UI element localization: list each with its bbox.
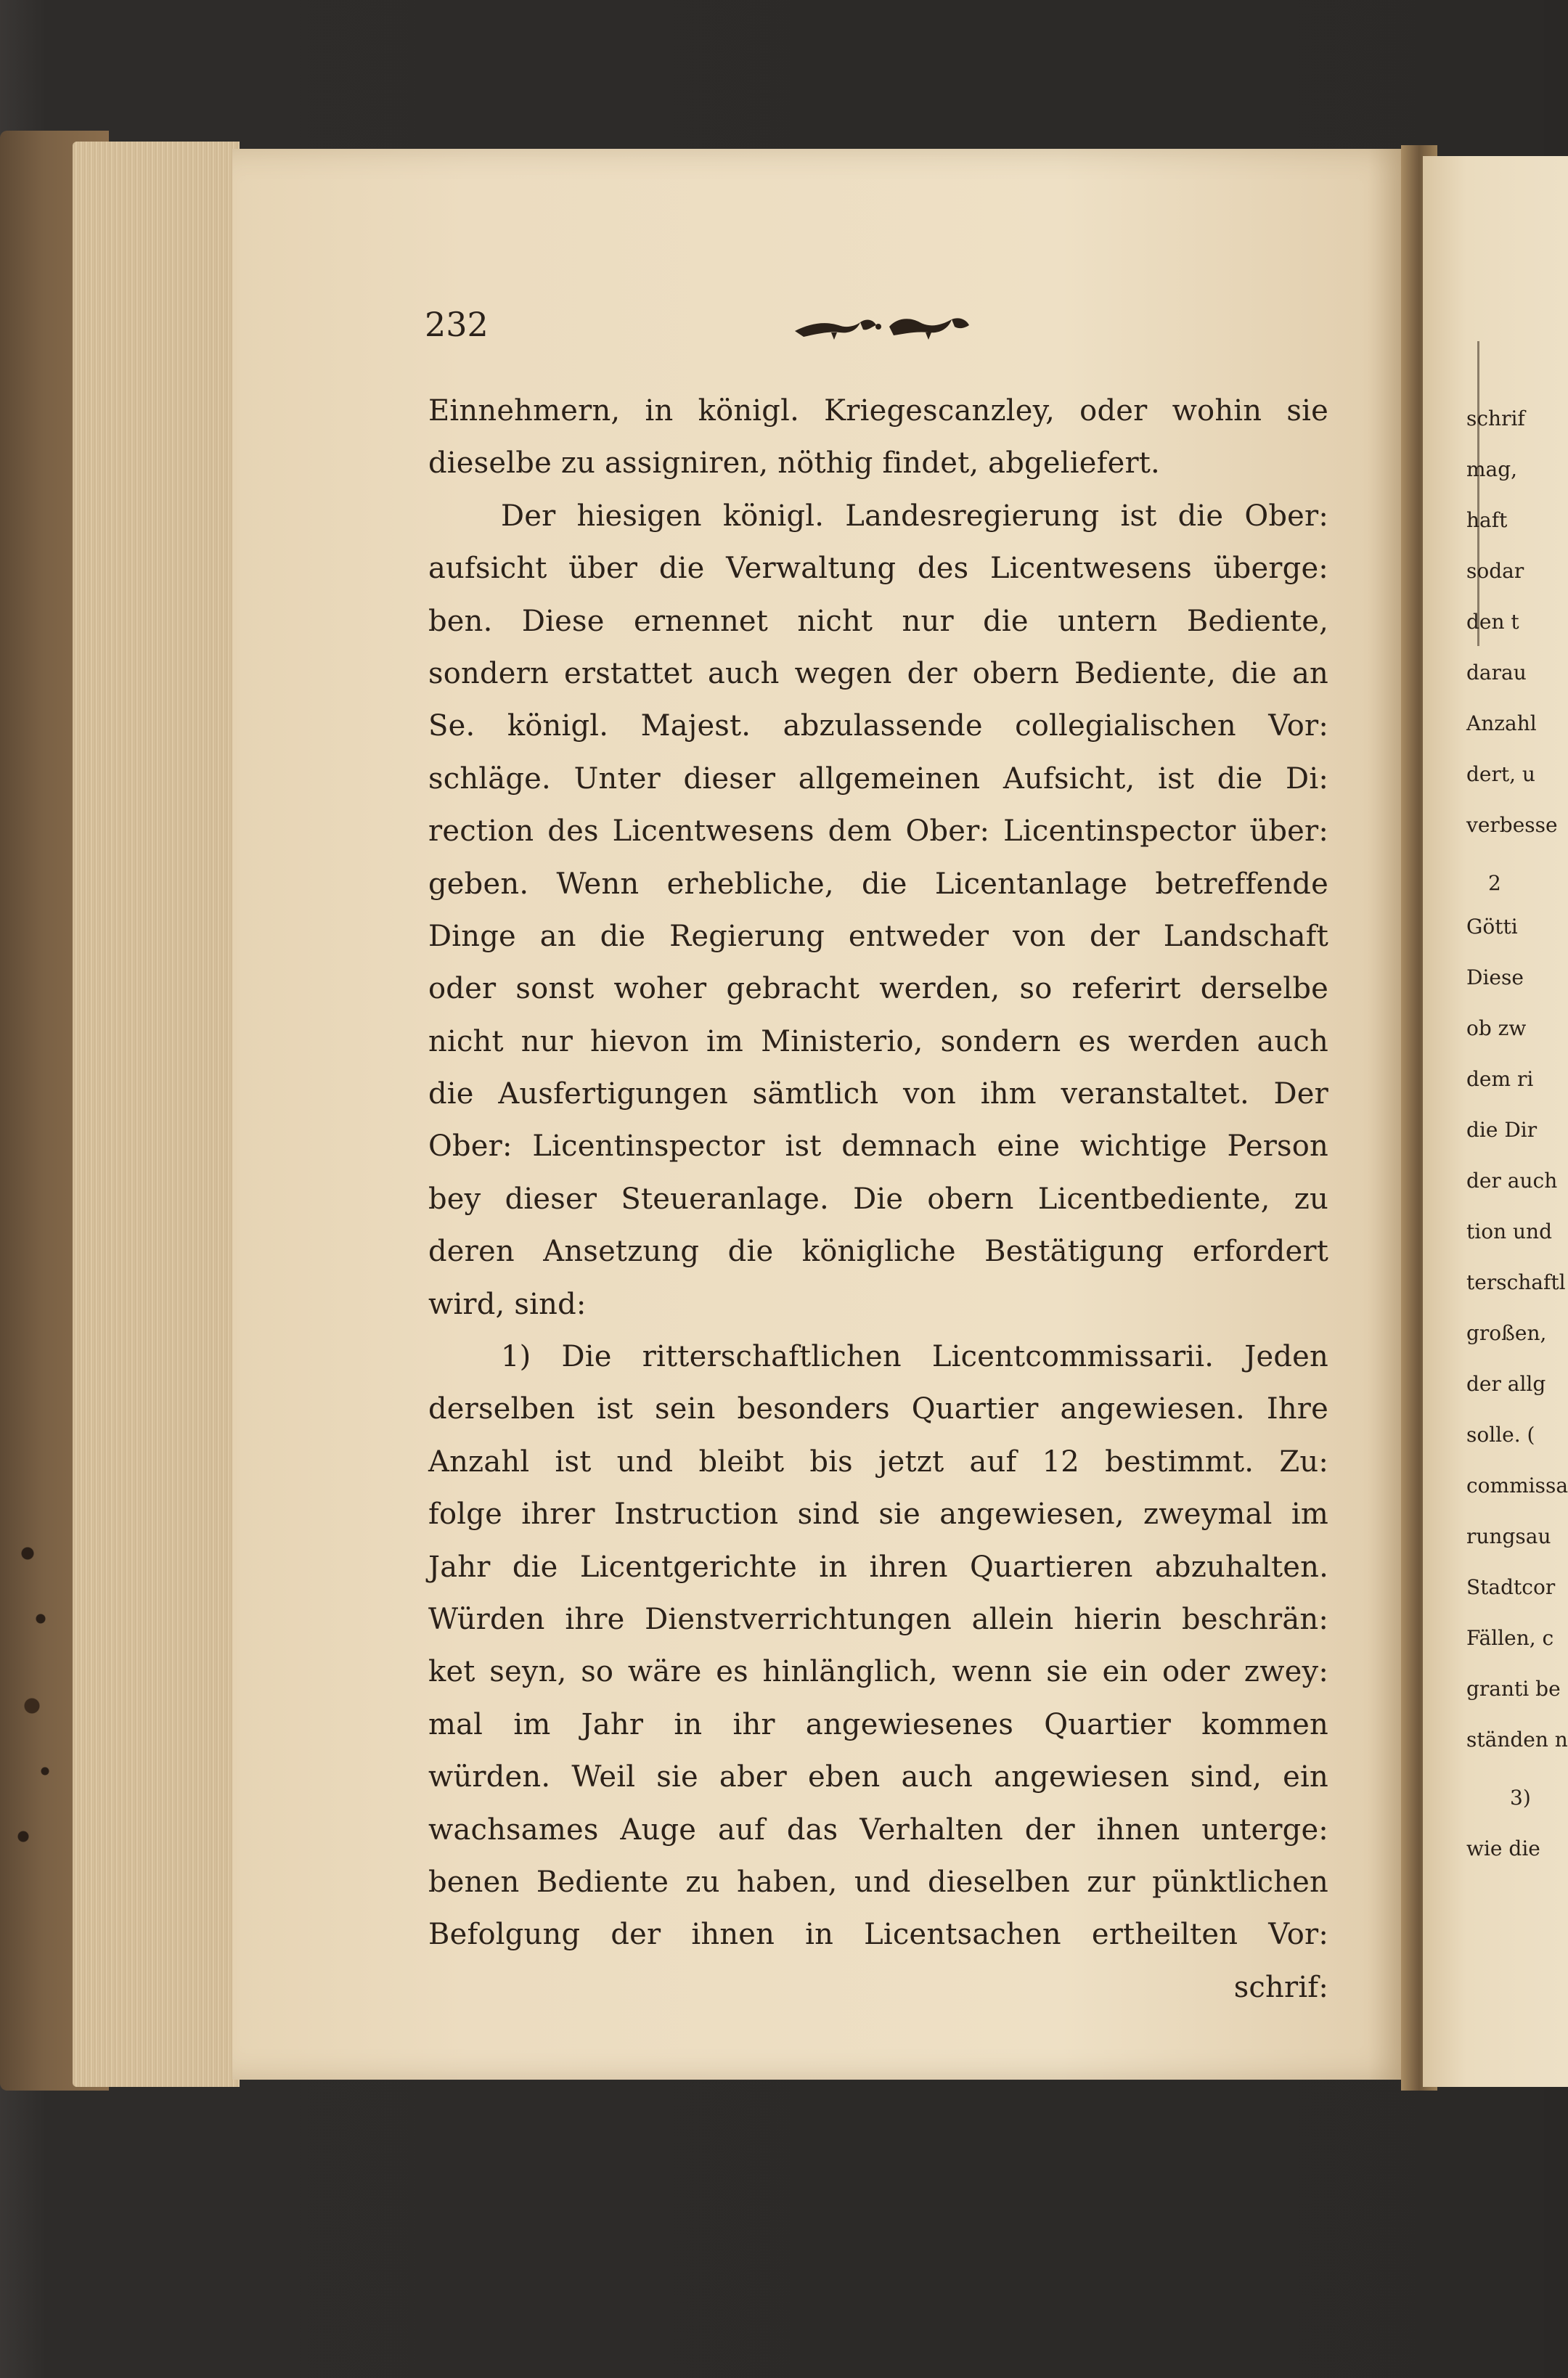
next-page-line: haft — [1466, 508, 1508, 532]
next-page-line: rungsau — [1466, 1524, 1551, 1548]
text-line: die Ausfertigungen sämtlich von ihm veranstaltet. Der — [428, 1077, 1328, 1111]
next-page-line: schrif — [1466, 406, 1525, 430]
next-page-line: 3) — [1510, 1786, 1531, 1810]
text-line: würden. Weil sie aber eben auch angewiesen sind, ein — [428, 1760, 1328, 1794]
next-page-line: Anzahl — [1466, 711, 1537, 735]
next-page-line: dert, u — [1466, 762, 1535, 786]
next-page-line: ob zw — [1466, 1016, 1527, 1040]
text-line: ket seyn, so wäre es hinlänglich, wenn sie ein oder zwey: — [428, 1655, 1328, 1689]
text-line: rection des Licentwesens dem Ober: Licentinspector über: — [428, 814, 1328, 849]
text-line: derselben ist sein besonders Quartier angewiesen. Ihre — [428, 1392, 1328, 1426]
next-page-line: tion und — [1466, 1219, 1552, 1243]
next-page-line: verbesse — [1466, 813, 1558, 837]
text-line: sondern erstattet auch wegen der obern Bediente, die an — [428, 656, 1328, 690]
text-line: Dinge an die Regierung entweder von der Landschaft — [428, 919, 1328, 953]
text-line: Befolgung der ihnen in Licentsachen ertheilten Vor: — [428, 1918, 1328, 1952]
next-page-line: dem ri — [1466, 1067, 1534, 1091]
text-line: dieselbe zu assigniren, nöthig findet, abgeliefert. — [428, 446, 1160, 481]
next-page-line: mag, — [1466, 457, 1518, 481]
text-line: mal im Jahr in ihr angewiesenes Quartier kommen — [428, 1707, 1328, 1741]
next-page-line: der allg — [1466, 1372, 1546, 1396]
text-line: Anzahl ist und bleibt bis jetzt auf 12 bestimmt. Zu: — [428, 1445, 1328, 1479]
next-page-line: sodar — [1466, 559, 1524, 583]
text-line: schläge. Unter dieser allgemeinen Aufsicht, ist die Di: — [428, 761, 1328, 796]
text-line: Würden ihre Dienstverrichtungen allein hierin beschrän: — [428, 1602, 1328, 1636]
right-page-margin-rule — [1477, 341, 1479, 646]
next-page-line: den t — [1466, 610, 1519, 634]
next-page-line: Stadtcor — [1466, 1575, 1556, 1599]
page-number: 232 — [425, 305, 489, 344]
next-page-line: ständen n — [1466, 1728, 1568, 1752]
text-line: benen Bediente zu haben, und dieselben zur pünktlichen — [428, 1865, 1328, 1899]
printers-ornament-icon — [788, 311, 976, 347]
text-line: nicht nur hievon im Ministerio, sondern es werden auch — [428, 1024, 1328, 1058]
next-page-line: wie die — [1466, 1836, 1540, 1860]
next-page-line: terschaftl — [1466, 1270, 1566, 1294]
next-page-line: solle. ( — [1466, 1423, 1535, 1447]
next-page-line: commissa — [1466, 1474, 1568, 1498]
text-line: wachsames Auge auf das Verhalten der ihnen unterge: — [428, 1813, 1328, 1847]
text-line: Ober: Licentinspector ist demnach eine wichtige Person — [428, 1129, 1328, 1164]
text-line: Se. königl. Majest. abzulassende collegialischen Vor: — [428, 709, 1328, 743]
next-page-line: der auch — [1466, 1169, 1558, 1193]
text-line: ben. Diese ernennet nicht nur die untern Bediente, — [428, 604, 1328, 638]
next-page-line: großen, — [1466, 1321, 1547, 1345]
next-page-line: Götti — [1466, 915, 1518, 939]
text-line: geben. Wenn erhebliche, die Licentanlage betreffende — [428, 867, 1328, 901]
text-line: bey dieser Steueranlage. Die obern Licentbediente, zu — [428, 1182, 1328, 1216]
text-line: Der hiesigen königl. Landesregierung ist die Ober: — [501, 499, 1328, 533]
catchword: schrif: — [1233, 1970, 1328, 2004]
next-page-line: die Dir — [1466, 1118, 1538, 1142]
next-page-line: darau — [1466, 661, 1527, 685]
foxing-spots — [15, 1510, 58, 1945]
next-page-line: 2 — [1488, 871, 1501, 895]
text-line: deren Ansetzung die königliche Bestätigung erfordert — [428, 1235, 1328, 1269]
text-line: oder sonst woher gebracht werden, so referirt derselbe — [428, 972, 1328, 1006]
text-line: aufsicht über die Verwaltung des Licentwesens überge: — [428, 552, 1328, 586]
text-line: 1) Die ritterschaftlichen Licentcommissarii. Jeden — [501, 1340, 1328, 1374]
text-line: Einnehmern, in königl. Kriegescanzley, oder wohin sie — [428, 394, 1328, 428]
next-page-line: granti be — [1466, 1677, 1561, 1701]
next-page-line: Fällen, c — [1466, 1626, 1554, 1650]
running-head — [425, 305, 1368, 356]
next-page-line: Diese — [1466, 965, 1524, 989]
text-line: wird, sind: — [428, 1287, 587, 1321]
page-stack-edges — [73, 142, 240, 2087]
text-line: Jahr die Licentgerichte in ihren Quartieren abzuhalten. — [428, 1550, 1328, 1584]
text-line: folge ihrer Instruction sind sie angewiesen, zweymal im — [428, 1498, 1328, 1532]
page-body-text — [428, 385, 1328, 2014]
